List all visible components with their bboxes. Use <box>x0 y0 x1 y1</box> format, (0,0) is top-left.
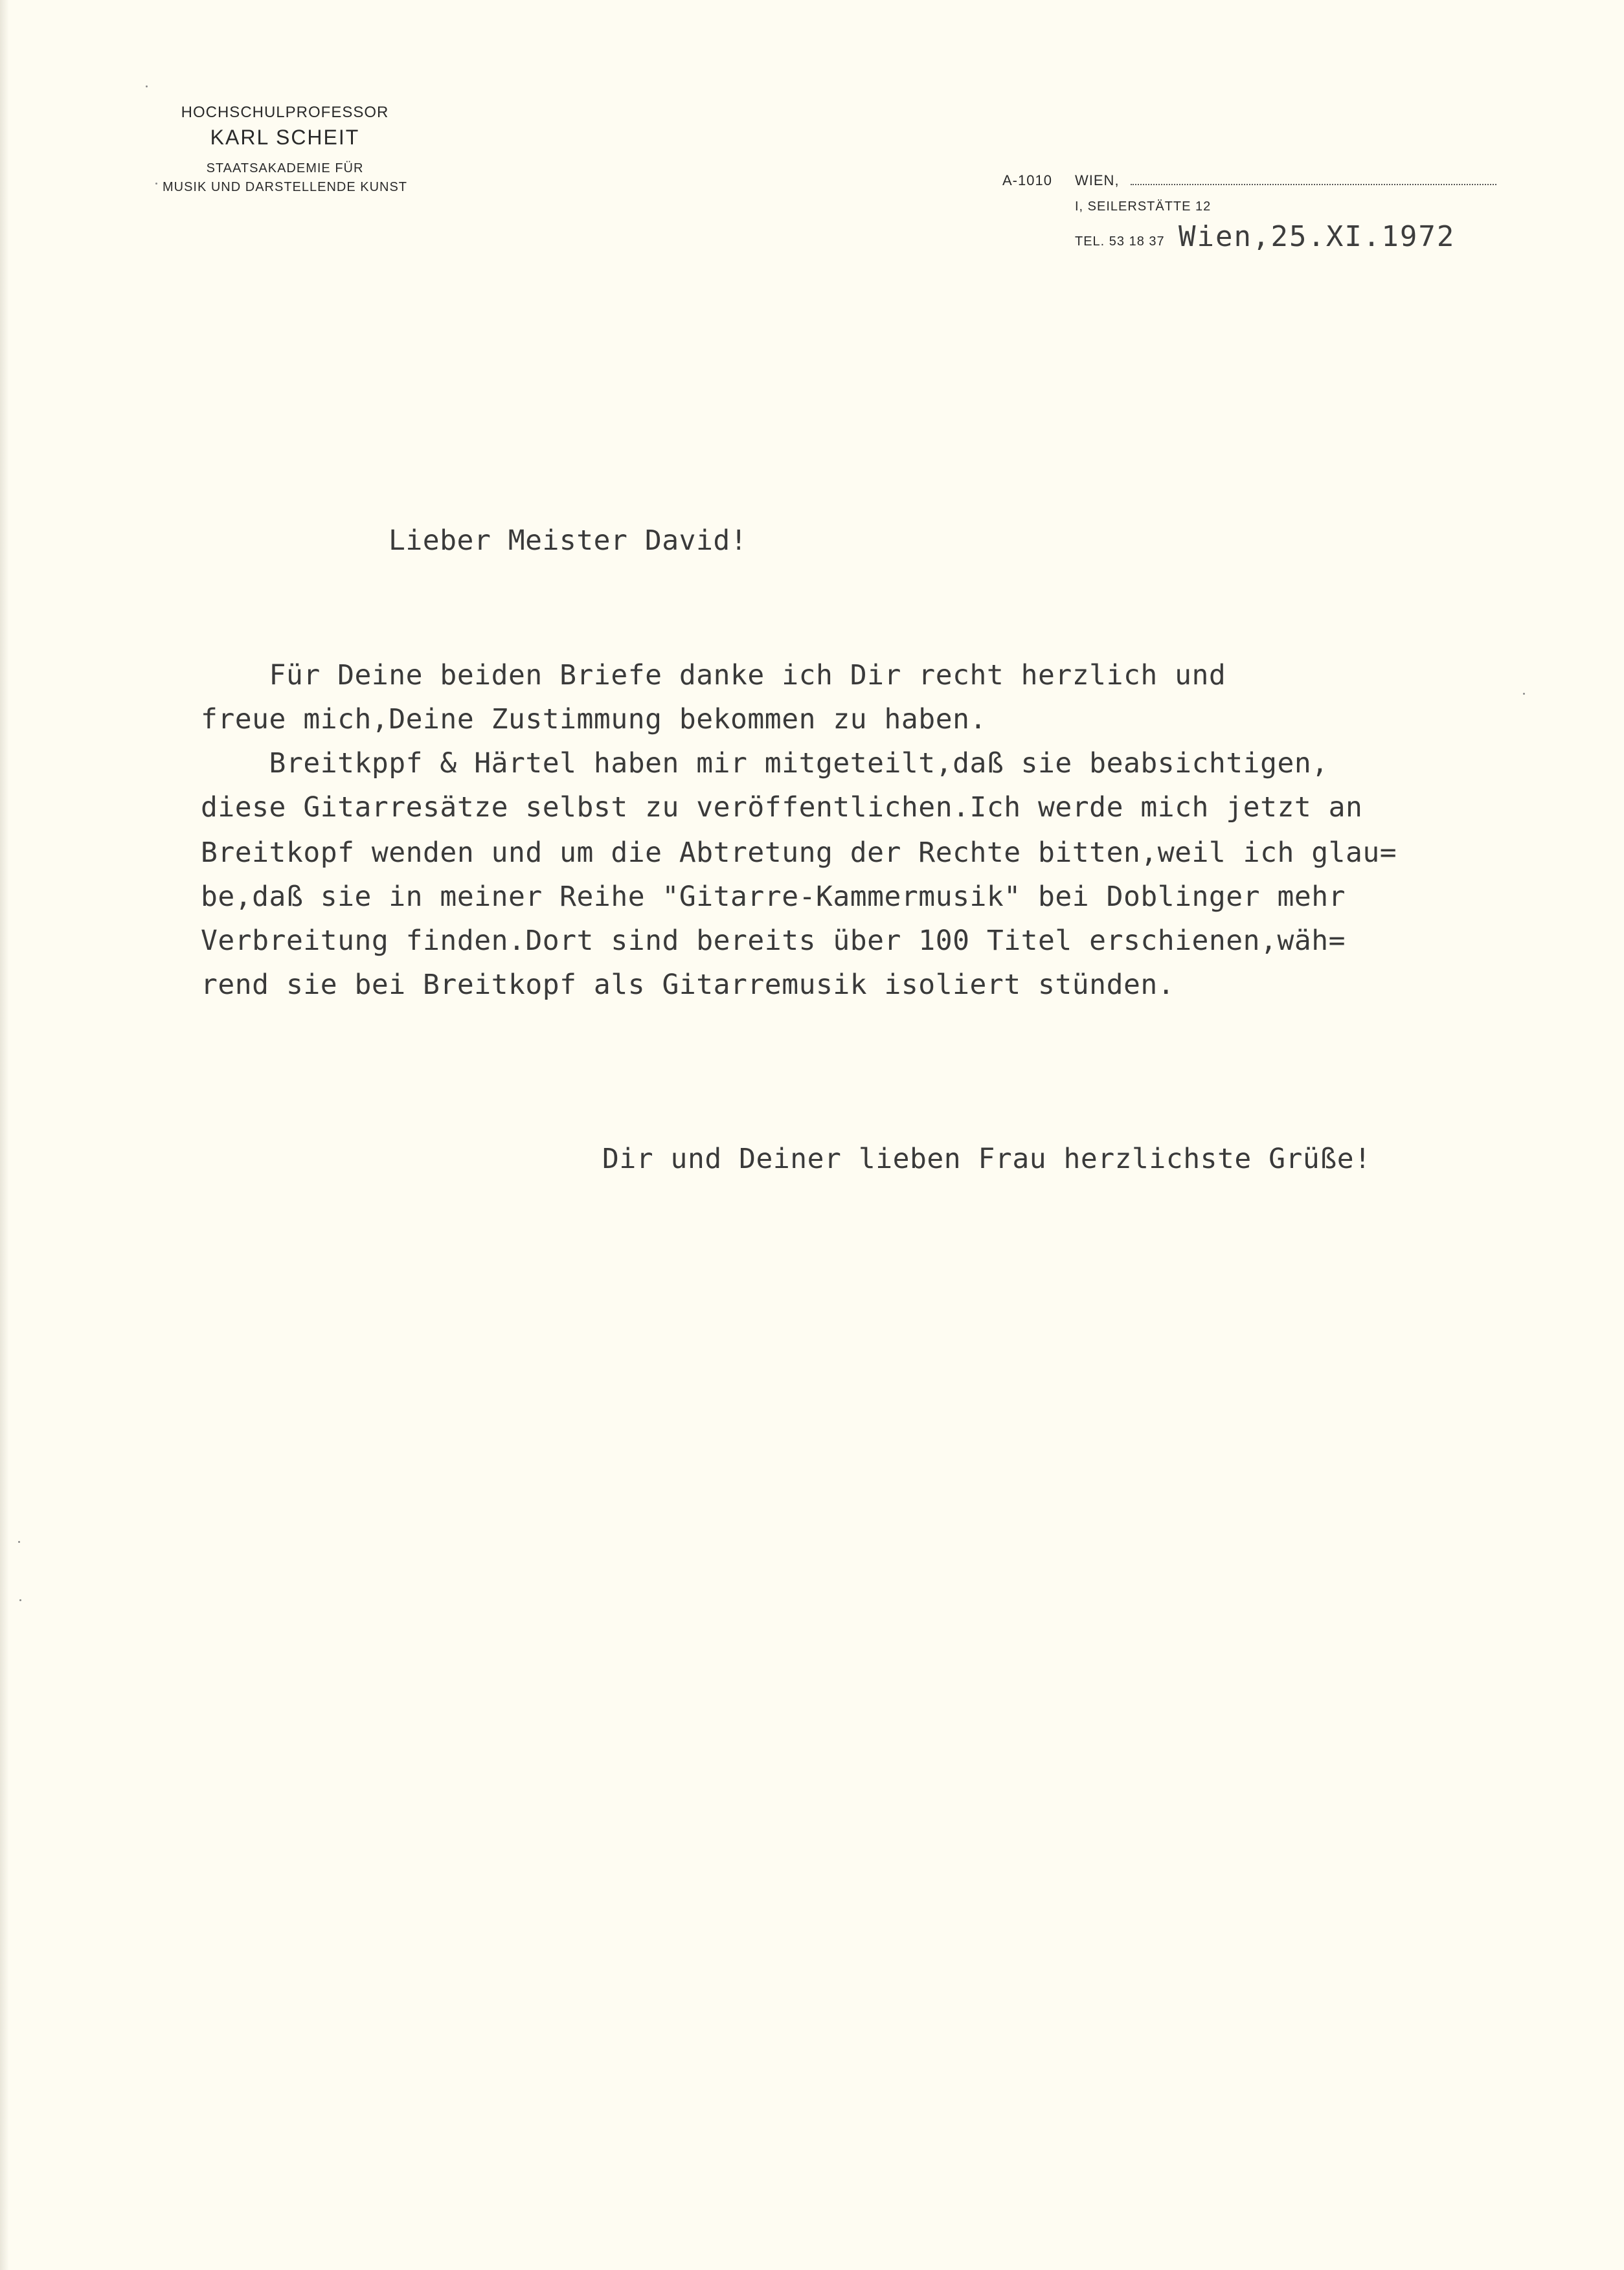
body-line: Verbreitung finden.Dort sind bereits über 100 Titel erschienen,wäh= <box>201 925 1346 957</box>
date-line <box>1131 184 1496 185</box>
postal-code: A-1010 <box>1002 172 1052 188</box>
letterhead-title: HOCHSCHULPROFESSOR <box>181 104 389 121</box>
letterhead-name: KARL SCHEIT <box>210 126 360 149</box>
telephone: TEL. 53 18 37 <box>1075 234 1165 249</box>
greeting: Lieber Meister David! <box>389 524 748 557</box>
city: WIEN, <box>1075 172 1120 188</box>
body-line: freue mich,Deine Zustimmung bekommen zu haben. <box>201 703 987 736</box>
body-line: diese Gitarresätze selbst zu veröffentlichen.Ich werde mich jetzt an <box>201 791 1363 824</box>
body-line: Breitkopf wenden und um die Abtretung der Rechte bitten,weil ich glau= <box>201 837 1397 869</box>
letterhead-institution-1: STAATSAKADEMIE FÜR <box>206 161 364 175</box>
scan-edge <box>0 0 9 2270</box>
body-line: Breitkppf & Härtel haben mir mitgeteilt,daß sie beabsichtigen, <box>201 747 1329 780</box>
letterhead-institution-2: MUSIK UND DARSTELLENDE KUNST <box>162 180 408 194</box>
letterhead-sender <box>104 104 466 195</box>
letter-date: Wien,25.XI.1972 <box>1179 220 1456 253</box>
closing: Dir und Deiner lieben Frau herzlichste Grüße! <box>602 1143 1371 1175</box>
body-line: Für Deine beiden Briefe danke ich Dir recht herzlich und <box>201 659 1226 691</box>
body-line: rend sie bei Breitkopf als Gitarremusik isoliert stünden. <box>201 969 1175 1001</box>
street: I, SEILERSTÄTTE 12 <box>1075 199 1212 214</box>
body-line: be,daß sie in meiner Reihe "Gitarre-Kammermusik" bei Doblinger mehr <box>201 881 1346 913</box>
